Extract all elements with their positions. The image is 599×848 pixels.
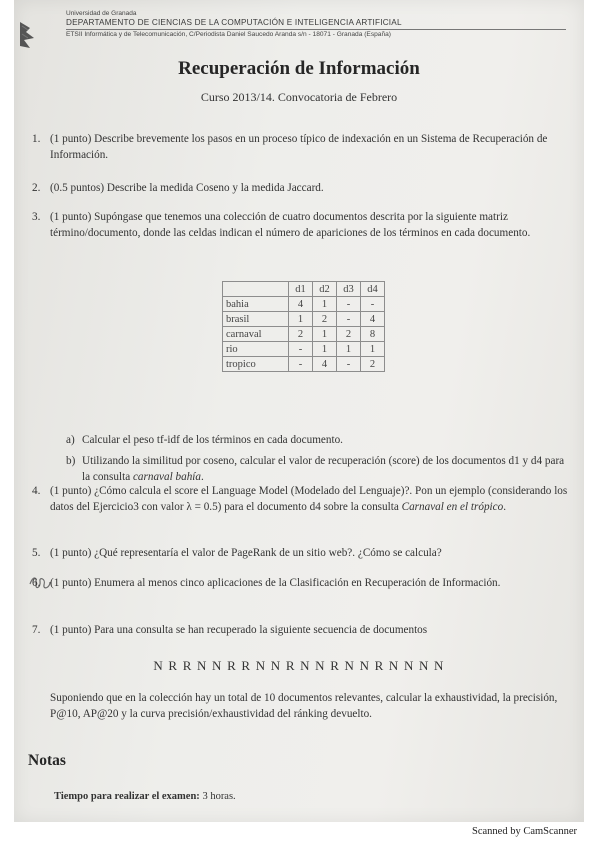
question-5 — [32, 545, 574, 561]
count-cell: 2 — [337, 327, 361, 342]
question-text: (1 punto) Supóngase que tenemos una colección de cuatro documentos descrita por la siguiente matriz término/documento, donde las celdas indican el número de apariciones de los términos en cada documento. — [50, 211, 531, 239]
table-column-header: d1 — [289, 282, 313, 297]
question-number: 4. — [32, 485, 41, 497]
exam-subtitle: Curso 2013/14. Convocatoria de Febrero — [200, 90, 398, 104]
question-text: (1 punto) Describe brevemente los pasos en un proceso típico de indexación en un Sistema de Recuperación de Información. — [50, 133, 548, 161]
question-number: 6. — [32, 577, 41, 589]
time-label: Tiempo para realizar el examen: — [54, 791, 200, 802]
term-document-matrix — [222, 281, 385, 372]
table-row — [223, 327, 385, 342]
question-text: (0.5 puntos) Describe la medida Coseno y la medida Jaccard. — [50, 182, 324, 194]
table-corner-cell — [223, 282, 289, 297]
question-6 — [32, 575, 574, 591]
count-cell: 2 — [313, 312, 337, 327]
subquestion-text-end: . — [201, 471, 204, 483]
subquestion-text: Utilizando la similitud por coseno, calcular el valor de recuperación (score) de los documentos d1 y d4 para la consulta — [82, 455, 565, 483]
table-row — [223, 357, 385, 372]
count-cell: - — [337, 312, 361, 327]
notes-heading: Notas — [28, 752, 66, 769]
question-number: 7. — [32, 624, 41, 636]
document-header — [66, 10, 566, 38]
count-cell: 4 — [361, 312, 385, 327]
count-cell: 2 — [361, 357, 385, 372]
term-cell: tropico — [223, 357, 289, 372]
question-number: 2. — [32, 182, 41, 194]
count-cell: - — [289, 342, 313, 357]
table-row — [223, 342, 385, 357]
term-cell: carnaval — [223, 327, 289, 342]
question-2 — [32, 180, 570, 196]
count-cell: 2 — [289, 327, 313, 342]
question-text: (1 punto) ¿Cómo calcula el score el Language Model (Modelado del Lenguaje)?. Pon un ejemplo (considerando los datos del Ejercicio3 con valor λ = 0.5) para el documento d4 sobre la consulta — [50, 485, 568, 513]
count-cell: 4 — [289, 297, 313, 312]
count-cell: - — [361, 297, 385, 312]
term-cell: rio — [223, 342, 289, 357]
query-text: Carnaval en el trópico — [401, 501, 504, 513]
query-text: carnaval bahía — [132, 471, 202, 483]
count-cell: 1 — [337, 342, 361, 357]
question-text: (1 punto) Enumera al menos cinco aplicaciones de la Clasificación en Recuperación de Información. — [50, 577, 501, 589]
question-3a — [66, 432, 572, 448]
count-cell: - — [337, 357, 361, 372]
question-number: 1. — [32, 133, 41, 145]
scanner-watermark: Scanned by CamScanner — [472, 826, 577, 837]
department-address: ETSII Informática y de Telecomunicación, C/Periodista Daniel Saucedo Aranda s/n - 18071 - Granada (España) — [66, 29, 566, 38]
count-cell: 1 — [313, 342, 337, 357]
time-value: 3 horas. — [202, 791, 236, 802]
count-cell: 1 — [313, 297, 337, 312]
count-cell: - — [337, 297, 361, 312]
question-text-end: . — [503, 501, 507, 513]
count-cell: 4 — [313, 357, 337, 372]
question-1 — [32, 131, 570, 163]
question-3b — [66, 453, 572, 485]
subquestion-label: b) — [66, 455, 76, 467]
count-cell: 1 — [313, 327, 337, 342]
subquestion-label: a) — [66, 434, 75, 446]
table-row — [223, 312, 385, 327]
table-column-header: d3 — [337, 282, 361, 297]
table-header-row — [223, 282, 385, 297]
question-7-continuation: Suponiendo que en la colección hay un total de 10 documentos relevantes, calcular la exhaustividad, la precisión, P@10, AP@20 y la curva precisión/exhaustividad del ránking devuelto. — [50, 692, 558, 720]
exam-time-note — [54, 791, 236, 802]
document-sequence: N R R N N R R N N R N N R N N R N N N N — [153, 658, 445, 673]
table-column-header: d2 — [313, 282, 337, 297]
scanned-page — [14, 0, 584, 822]
count-cell: 1 — [361, 342, 385, 357]
term-cell: brasil — [223, 312, 289, 327]
count-cell: - — [289, 357, 313, 372]
count-cell: 8 — [361, 327, 385, 342]
department-name: DEPARTAMENTO DE CIENCIAS DE LA COMPUTACIÓN E INTELIGENCIA ARTIFICIAL — [66, 18, 402, 27]
table-row — [223, 297, 385, 312]
exam-title: Recuperación de Información — [178, 58, 420, 79]
university-name: Universidad de Granada — [66, 10, 137, 17]
question-text: (1 punto) ¿Qué representaría el valor de PageRank de un sitio web?. ¿Cómo se calcula? — [50, 547, 442, 559]
table-column-header: d4 — [361, 282, 385, 297]
question-number: 5. — [32, 547, 41, 559]
question-number: 3. — [32, 211, 41, 223]
question-text: (1 punto) Para una consulta se han recuperado la siguiente secuencia de documentos — [50, 624, 428, 636]
question-4 — [32, 483, 574, 515]
subquestion-text: Calcular el peso tf-idf de los términos en cada documento. — [82, 434, 343, 446]
term-cell: bahia — [223, 297, 289, 312]
question-7 — [32, 622, 574, 638]
question-3 — [32, 209, 574, 241]
count-cell: 1 — [289, 312, 313, 327]
